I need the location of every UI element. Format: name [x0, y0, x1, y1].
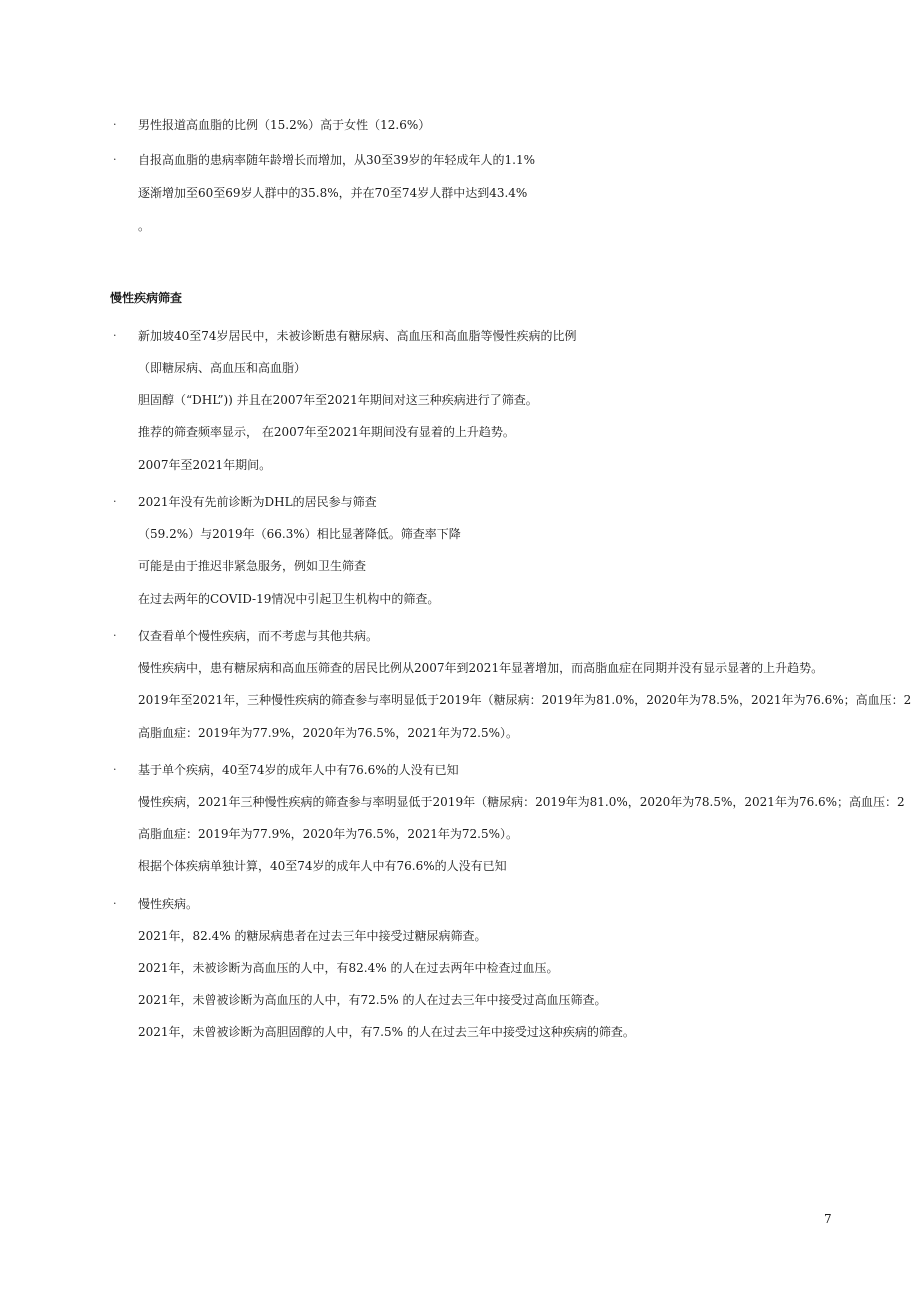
section-bullet-3-line-4: 高脂血症：2019年为77.9%，2020年为76.5%，2021年为72.5%）。	[138, 726, 518, 740]
intro-bullet-2-line-1: 自报高血脂的患病率随年龄增长而增加，从30至39岁的年轻成年人的1.1%	[138, 153, 536, 167]
section-bullet-3-line-3: 2019年至2021年，三种慢性疾病的筛查参与率明显低于2019年（糖尿病：2019年为81.0%，2020年为78.5%，2021年为76.6%；高血压：2	[138, 693, 912, 707]
section-bullet-2-line-2: （59.2%）与2019年（66.3%）相比显著降低。筛查率下降	[138, 527, 461, 541]
section-bullet-3-line-1: 仅查看单个慢性疾病，而不考虑与其他共病。	[138, 629, 379, 643]
section-bullet-2-line-4: 在过去两年的COVID-19情况中引起卫生机构中的筛查。	[138, 592, 440, 606]
intro-bullet-2-line-3: 。	[138, 219, 151, 233]
bullet-marker: ·	[113, 629, 117, 642]
section-bullet-1-line-1: 新加坡40至74岁居民中，未被诊断患有糖尿病、高血压和高血脂等慢性疾病的比例	[138, 329, 577, 343]
section-bullet-5-line-5: 2021年，未曾被诊断为高胆固醇的人中，有7.5% 的人在过去三年中接受过这种疾病的筛查。	[138, 1025, 635, 1039]
bullet-marker: ·	[113, 763, 117, 776]
section-bullet-2-line-1: 2021年没有先前诊断为DHL的居民参与筛查	[138, 495, 377, 509]
section-bullet-4-line-3: 高脂血症：2019年为77.9%，2020年为76.5%，2021年为72.5%）。	[138, 827, 518, 841]
section-heading: 慢性疾病筛查	[110, 291, 183, 305]
section-bullet-1-line-5: 2007年至2021年期间。	[138, 458, 272, 472]
bullet-marker: ·	[113, 118, 117, 131]
section-bullet-4-line-2: 慢性疾病，2021年三种慢性疾病的筛查参与率明显低于2019年（糖尿病：2019年为81.0%，2020年为78.5%，2021年为76.6%；高血压：2	[138, 795, 905, 809]
section-bullet-1-line-4: 推荐的筛查频率显示， 在2007年至2021年期间没有显着的上升趋势。	[138, 425, 515, 439]
bullet-marker: ·	[113, 153, 117, 166]
section-bullet-4-line-4: 根据个体疾病单独计算，40至74岁的成年人中有76.6%的人没有已知	[138, 859, 507, 873]
section-bullet-5-line-4: 2021年，未曾被诊断为高血压的人中，有72.5% 的人在过去三年中接受过高血压筛查。	[138, 993, 607, 1007]
bullet-marker: ·	[113, 329, 117, 342]
section-bullet-3-line-2: 慢性疾病中，患有糖尿病和高血压筛查的居民比例从2007年到2021年显著增加，而高脂血症在同期并没有显示显著的上升趋势。	[138, 661, 824, 675]
intro-bullet-2-line-2: 逐渐增加至60至69岁人群中的35.8%，并在70至74岁人群中达到43.4%	[138, 186, 528, 200]
section-bullet-1-line-2: （即糖尿病、高血压和高血脂）	[138, 361, 307, 375]
section-bullet-1-line-3: 胆固醇（“DHL”)) 并且在2007年至2021年期间对这三种疾病进行了筛查。	[138, 393, 538, 407]
bullet-marker: ·	[113, 897, 117, 910]
section-bullet-5-line-1: 慢性疾病。	[138, 897, 199, 911]
section-bullet-4-line-1: 基于单个疾病，40至74岁的成年人中有76.6%的人没有已知	[138, 763, 459, 777]
section-bullet-5-line-3: 2021年，未被诊断为高血压的人中，有82.4% 的人在过去两年中检查过血压。	[138, 961, 559, 975]
page-number: 7	[824, 1212, 832, 1226]
section-bullet-2-line-3: 可能是由于推迟非紧急服务，例如卫生筛查	[138, 559, 367, 573]
bullet-marker: ·	[113, 495, 117, 508]
intro-bullet-1-line-1: 男性报道高血脂的比例（15.2%）高于女性（12.6%）	[138, 118, 431, 132]
section-bullet-5-line-2: 2021年，82.4% 的糖尿病患者在过去三年中接受过糖尿病筛查。	[138, 929, 487, 943]
